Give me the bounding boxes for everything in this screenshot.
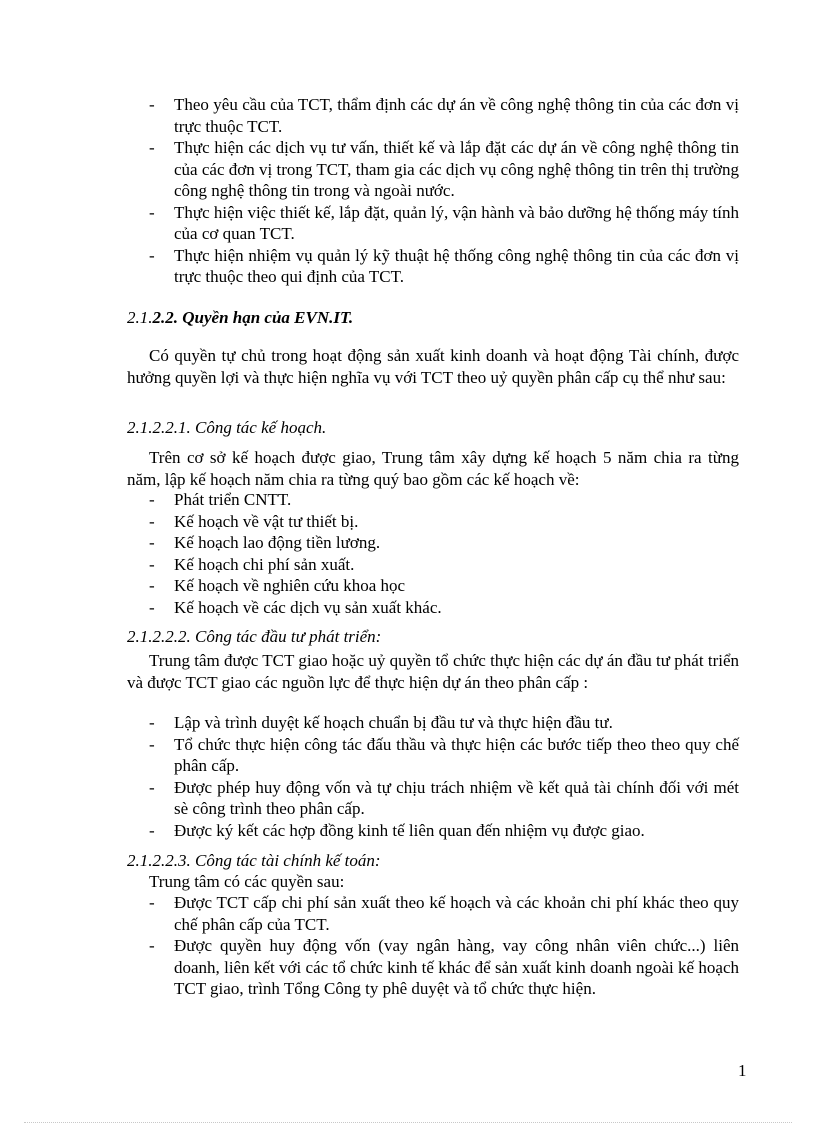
list-item: - Được quyền huy động vốn (vay ngân hàng, vay công nhân viên chức...) liên doanh, liên kết với các tổ chức kinh tế khác để sản xuất kinh doanh ngoài kế hoạch TCT giao, trình Tổng Công ty phê duyệt và tổ chức thực hiện. [149, 936, 739, 998]
finance-list [127, 892, 739, 1000]
section-intro-paragraph: Có quyền tự chủ trong hoạt động sản xuất kinh doanh và hoạt động Tài chính, được hưởng quyền lợi và thực hiện nghĩa vụ với TCT theo uỷ quyền phân cấp cụ thể như sau: [127, 346, 739, 387]
list-item: - Phát triển CNTT. [149, 490, 292, 509]
list-item: - Kế hoạch lao động tiền lương. [149, 533, 381, 552]
planning-list [127, 489, 739, 618]
list-item: - Lập và trình duyệt kế hoạch chuẩn bị đầu tư và thực hiện đầu tư. [149, 713, 613, 732]
investment-list [127, 712, 739, 841]
list-item: - Kế hoạch về vật tư thiết bị. [149, 511, 359, 531]
list-item: - Được phép huy động vốn và tự chịu trách nhiệm về kết quả tài chính đối với mét sè công trình theo phân cấp. [149, 777, 739, 818]
list-item: - Kế hoạch về các dịch vụ sản xuất khác. [149, 597, 442, 617]
finance-intro-paragraph: Trung tâm có các quyền sau: [149, 872, 345, 891]
list-item: - Tổ chức thực hiện công tác đấu thầu và thực hiện các bước tiếp theo theo quy chế phân cấp. [149, 734, 739, 775]
list-item: - Thực hiện các dịch vụ tư vấn, thiết kế và lắp đặt các dự án về công nghệ thông tin của các đơn vị trong TCT, tham gia các dịch vụ công nghệ thông tin trên thị trường công nghệ thông tin trong và ngoài nước. [149, 138, 739, 200]
list-item: - Được ký kết các hợp đồng kinh tế liên quan đến nhiệm vụ được giao. [149, 820, 645, 840]
page-number: 1 [738, 1061, 747, 1080]
list-item: - Kế hoạch về nghiên cứu khoa học [149, 576, 406, 595]
planning-intro-paragraph: Trên cơ sở kế hoạch được giao, Trung tâm xây dựng kế hoạch 5 năm chia ra từng năm, lập kế hoạch năm chia ra từng quý bao gồm các kế hoạch về: [127, 448, 739, 489]
section-heading: 2.1.2.2. Quyền hạn của EVN.IT. [127, 308, 354, 327]
list-item: - Thực hiện việc thiết kế, lắp đặt, quản lý, vận hành và bảo dưỡng hệ thống máy tính của cơ quan TCT. [149, 202, 739, 243]
list-item: - Thực hiện nhiệm vụ quản lý kỹ thuật hệ thống công nghệ thông tin của các đơn vị trực thuộc theo qui định của TCT. [149, 245, 739, 286]
list-item: - Theo yêu cầu của TCT, thẩm định các dự án về công nghệ thông tin của các đơn vị trực thuộc TCT. [149, 95, 739, 136]
intro-bullet-list [127, 94, 739, 288]
finance-heading: 2.1.2.2.3. Công tác tài chính kế toán: [127, 851, 381, 870]
list-item: - Kế hoạch chi phí sản xuất. [149, 554, 355, 574]
planning-heading: 2.1.2.2.1. Công tác kế hoạch. [127, 418, 327, 437]
investment-intro-paragraph: Trung tâm được TCT giao hoặc uỷ quyền tổ chức thực hiện các dự án đầu tư phát triển và được TCT giao các nguồn lực để thực hiện dự án theo phân cấp : [127, 651, 739, 692]
list-item: - Được TCT cấp chi phí sản xuất theo kế hoạch và các khoản chi phí khác theo quy chế phân cấp của TCT. [149, 893, 739, 934]
investment-heading: 2.1.2.2.2. Công tác đầu tư phát triển: [127, 627, 382, 646]
